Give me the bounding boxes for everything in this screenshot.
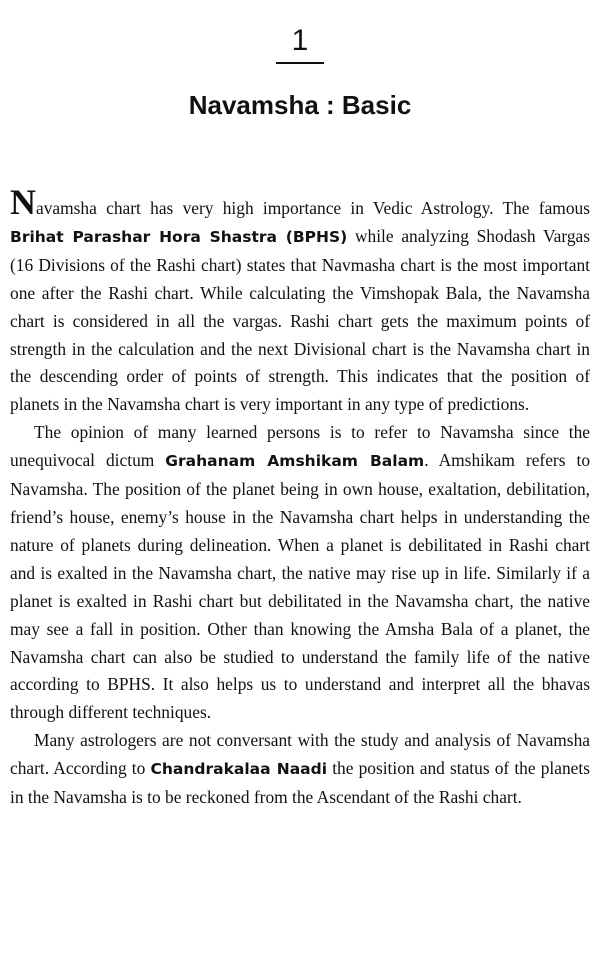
paragraph-1 bbox=[10, 184, 590, 419]
book-title-naadi: Chandrakalaa Naadi bbox=[150, 760, 328, 779]
book-title-bphs: Brihat Parashar Hora Shastra (BPHS) bbox=[10, 227, 348, 246]
chapter-number-underline bbox=[276, 62, 324, 64]
paragraph-3-text: the position and status of the planets in the Navamsha is to be reckoned from the Ascendant of the Rashi chart. bbox=[10, 758, 590, 808]
paragraph-1-text: while analyzing Shodash Vargas (16 Divisions of the Rashi chart) states that Navmasha chart is the most important one after the Rashi chart. While calculating the Vimshopak Bala, the Navamsha chart is considered in all the vargas. Rashi chart gets the maximum points of strength in the calculation and the next Divisional chart is the Navamsha chart in the descending order of points of strength. This indicates that the position of planets in the Navamsha chart is very important in any type of predictions. bbox=[10, 225, 590, 415]
dictum-term: Grahanam Amshikam Balam bbox=[165, 452, 425, 471]
paragraph-2-text: . Amshikam refers to Navamsha. The position of the planet being in own house, exaltation, debilitation, friend’s house, enemy’s house in the Navamsha chart helps in understanding the nature of planets during delineation. When a planet is debilitated in Rashi chart and is exalted in the Navamsha chart, the native may rise up in life. Similarly if a planet is exalted in Rashi chart but debilitated in the Navamsha chart, the native may see a fall in position. Other than knowing the Amsha Bala of a planet, the Navamsha chart can also be studied to understand the family life of the native according to BPHS. It also helps us to understand and interpret all the bhavas through different techniques. bbox=[10, 450, 591, 723]
drop-cap-letter: N bbox=[10, 182, 36, 222]
paragraph-2 bbox=[10, 419, 590, 727]
chapter-title: Navamsha : Basic bbox=[188, 90, 412, 120]
paragraph-2-text: The opinion of many learned persons is to refer to Navamsha since the unequivocal dictum bbox=[10, 422, 590, 471]
body-text bbox=[10, 184, 590, 812]
chapter-number: 1 bbox=[291, 24, 309, 57]
paragraph-3 bbox=[10, 727, 590, 812]
paragraph-1-text: avamsha chart has very high importance in Vedic Astrology. The famous bbox=[36, 198, 590, 218]
paragraph-3-text: Many astrologers are not conversant with the study and analysis of Navamsha chart. According to bbox=[10, 730, 590, 779]
